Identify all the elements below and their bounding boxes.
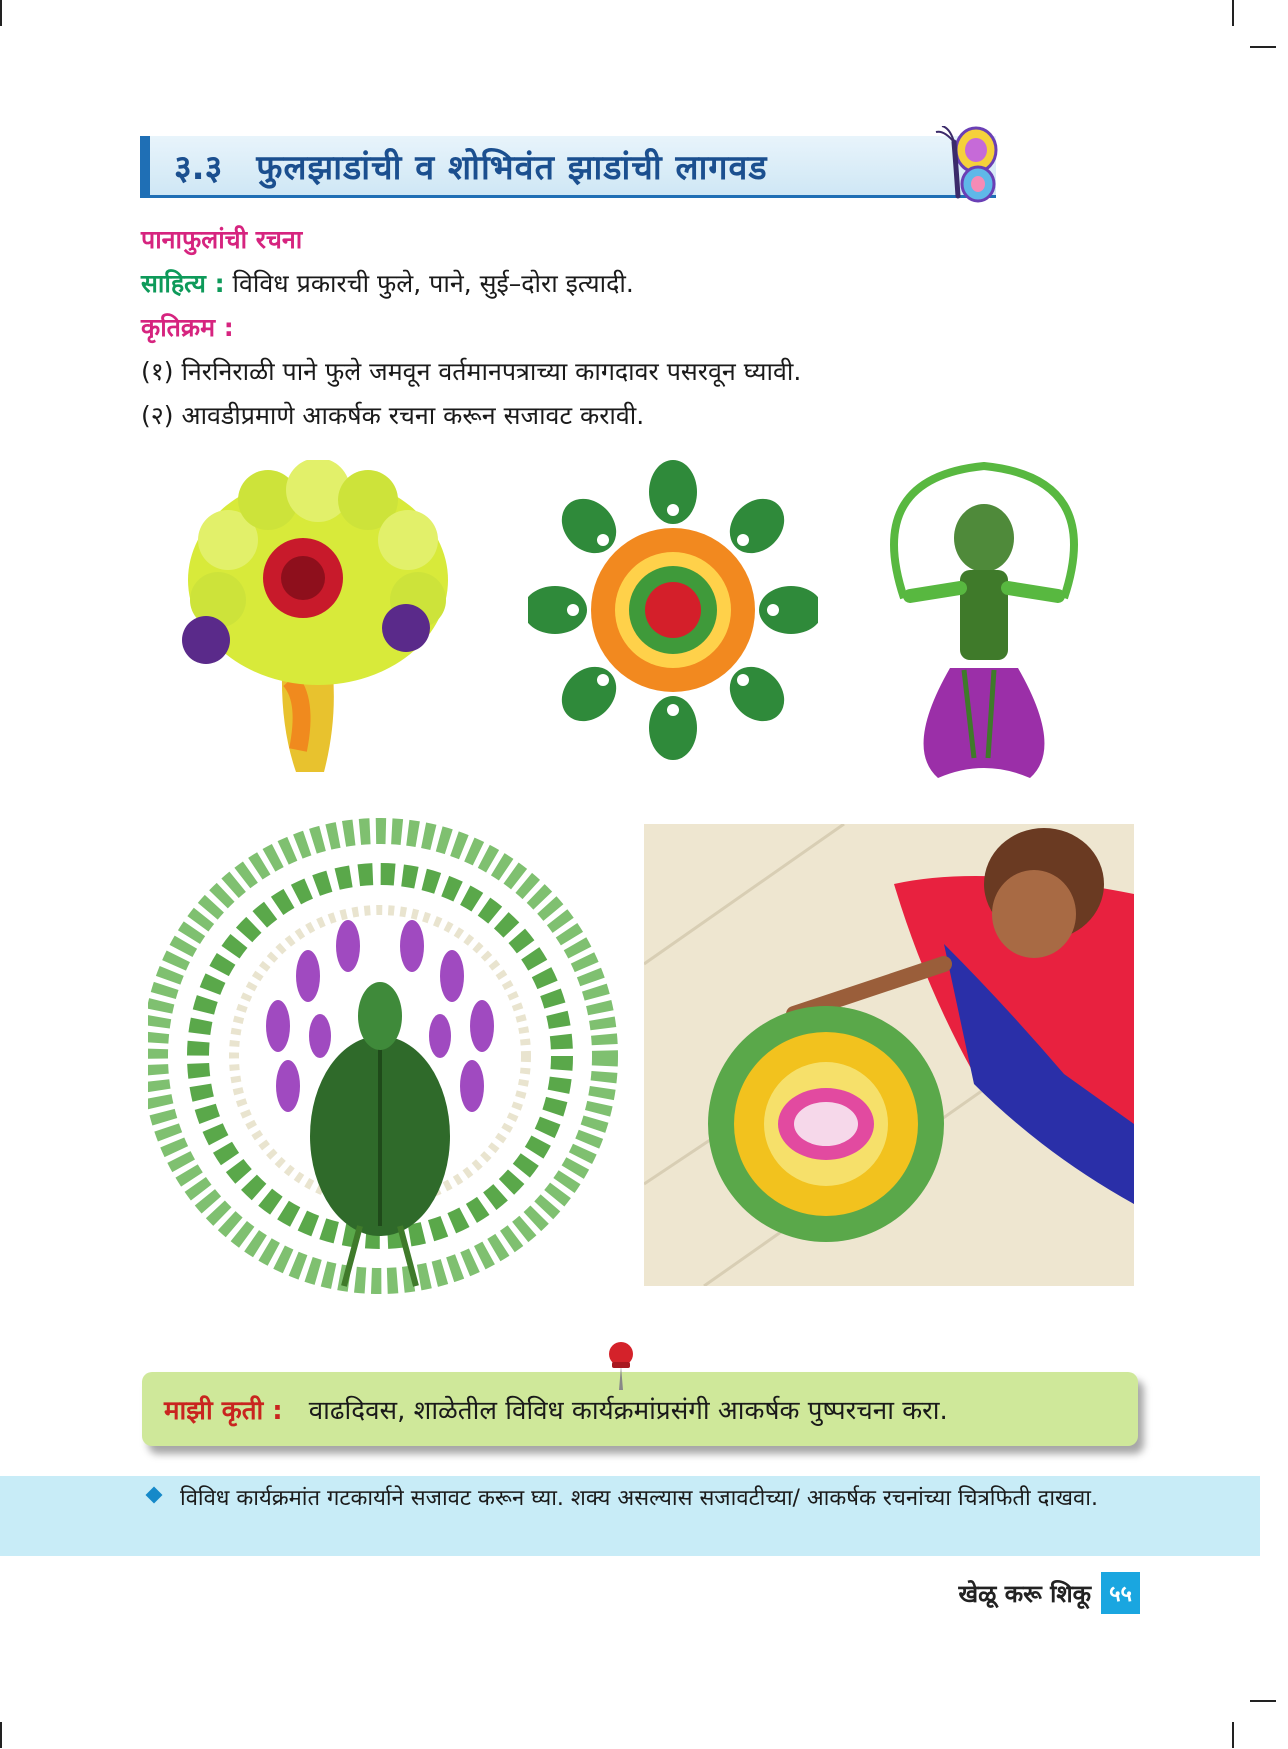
page-footer bbox=[958, 1572, 1140, 1614]
leaf-peacock-image bbox=[148, 816, 618, 1306]
girl-rangoli-photo bbox=[644, 824, 1134, 1286]
section-number: ३.३ bbox=[174, 147, 223, 188]
my-activity-label: माझी कृती : bbox=[164, 1396, 283, 1426]
procedure-label: कृतिक्रम : bbox=[141, 313, 234, 342]
crop-mark bbox=[1250, 1700, 1276, 1702]
flower-tree-arrangement-image bbox=[168, 460, 468, 780]
chapter-title-bar bbox=[140, 136, 996, 198]
teacher-tip-text: विविध कार्यक्रमांत गटकार्याने सजावट करून घ्या. शक्य असल्यास सजावटीच्या/ आकर्षक रचनांच्या चित्रफिती दाखवा. bbox=[180, 1486, 1098, 1511]
procedure-step: (१) निरनिराळी पाने फुले जमवून वर्तमानपत्राच्या कागदावर पसरवून घ्यावी. bbox=[141, 357, 802, 386]
page-number: ५५ bbox=[1101, 1572, 1140, 1614]
crop-mark bbox=[1250, 46, 1276, 48]
leaf-mandala-image bbox=[528, 460, 818, 760]
materials-text: विविध प्रकारची फुले, पाने, सुई–दोरा इत्यादी. bbox=[232, 269, 634, 298]
materials-label: साहित्य : bbox=[141, 269, 225, 298]
crop-mark bbox=[1232, 1722, 1234, 1748]
my-activity-box bbox=[142, 1372, 1138, 1446]
book-title: खेळू करू शिकू bbox=[958, 1579, 1092, 1608]
materials-line bbox=[141, 266, 634, 300]
crop-mark bbox=[0, 1722, 2, 1748]
section-title: फुलझाडांची व शोभिवंत झाडांची लागवड bbox=[256, 147, 768, 188]
section-heading: पानाफुलांची रचना bbox=[141, 225, 303, 254]
my-activity-text: वाढदिवस, शाळेतील विविध कार्यक्रमांप्रसंगी आकर्षक पुष्परचना करा. bbox=[308, 1396, 948, 1426]
crop-mark bbox=[1232, 0, 1234, 26]
pushpin-icon bbox=[606, 1340, 636, 1392]
leaf-doll-image bbox=[864, 458, 1104, 788]
crop-mark bbox=[0, 0, 2, 26]
butterfly-icon bbox=[930, 126, 1004, 208]
procedure-step: (२) आवडीप्रमाणे आकर्षक रचना करून सजावट करावी. bbox=[141, 401, 645, 430]
